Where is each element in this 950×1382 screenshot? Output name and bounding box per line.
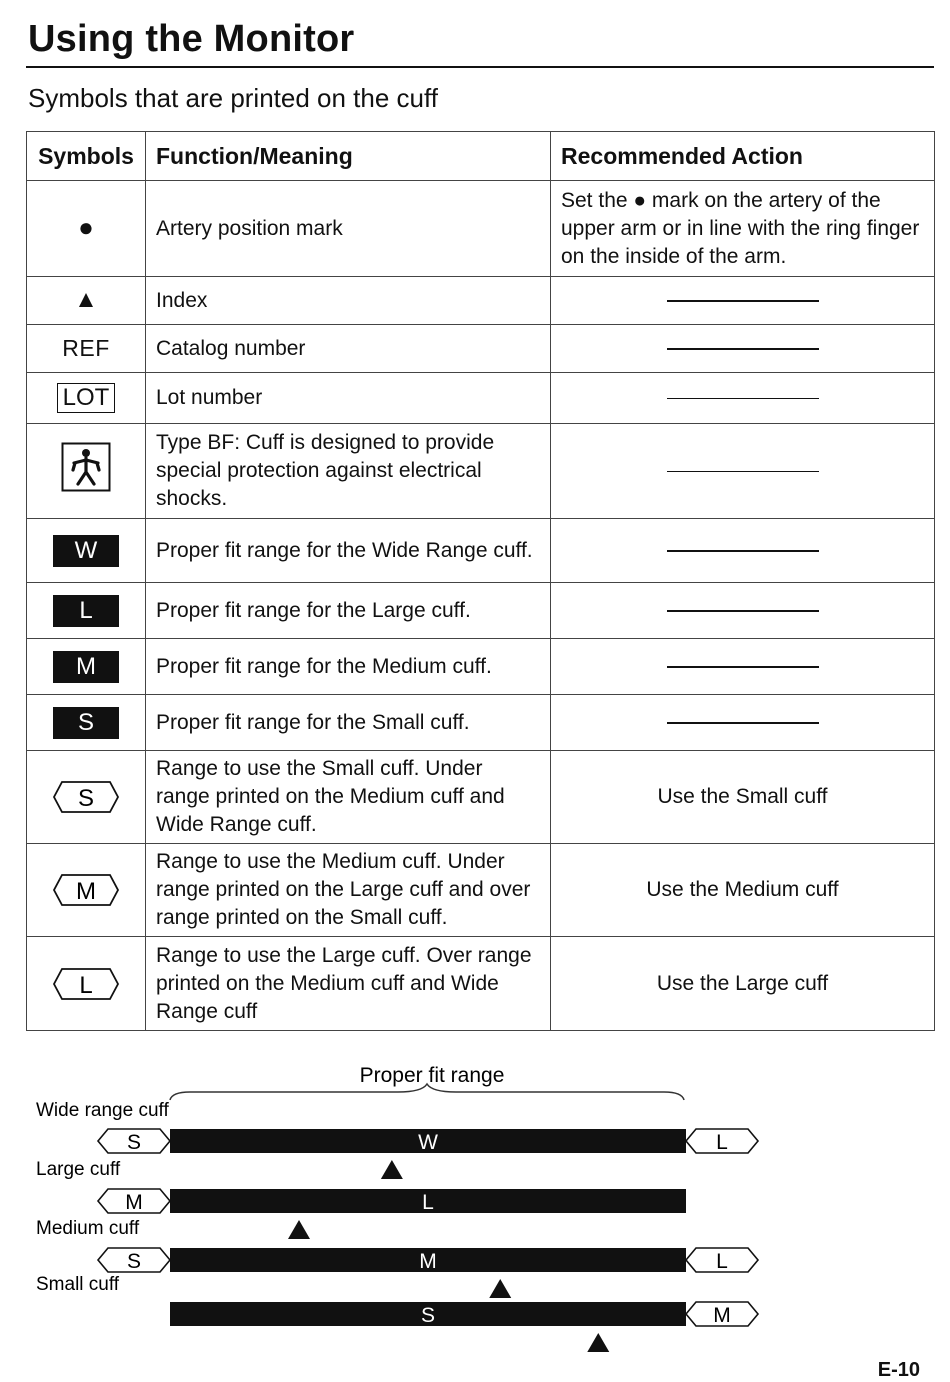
meaning-cell: Range to use the Small cuff. Under range printed on the Medium cuff and Wide Range cuff. bbox=[146, 751, 551, 844]
table-row bbox=[27, 583, 935, 639]
black-box-icon: M bbox=[53, 651, 119, 683]
table-row bbox=[27, 424, 935, 519]
filled-triangle-icon: ▲ bbox=[74, 286, 98, 313]
meaning-cell: Catalog number bbox=[146, 325, 551, 373]
empty-dash bbox=[667, 348, 819, 349]
filled-circle-icon: ● bbox=[78, 212, 94, 242]
cuff-name: Large cuff bbox=[36, 1159, 121, 1180]
empty-dash bbox=[667, 300, 819, 301]
table-header-row bbox=[27, 132, 935, 181]
index-triangle-icon bbox=[587, 1333, 609, 1352]
index-triangle-icon bbox=[489, 1279, 511, 1298]
black-box-icon: S bbox=[53, 707, 119, 739]
action-cell bbox=[551, 373, 935, 424]
table-row bbox=[27, 181, 935, 277]
symbol-cell bbox=[27, 751, 146, 844]
hexagon-icon bbox=[52, 873, 120, 907]
symbol-cell bbox=[27, 695, 146, 751]
page-title: Using the Monitor bbox=[28, 18, 355, 60]
symbol-cell bbox=[27, 277, 146, 325]
empty-dash bbox=[667, 398, 819, 399]
right-range-marker-label: L bbox=[716, 1131, 728, 1154]
index-triangle-icon bbox=[288, 1220, 310, 1239]
symbol-cell bbox=[27, 639, 146, 695]
action-cell bbox=[551, 695, 935, 751]
action-cell bbox=[551, 325, 935, 373]
table-row bbox=[27, 844, 935, 937]
action-cell: Use the Large cuff bbox=[551, 937, 935, 1031]
symbol-cell bbox=[27, 424, 146, 519]
fit-range-bar-label: M bbox=[419, 1250, 437, 1273]
action-cell: Set the ● mark on the artery of the upper arm or in line with the ring finger on the inside of the arm. bbox=[551, 181, 935, 277]
meaning-cell: Proper fit range for the Medium cuff. bbox=[146, 639, 551, 695]
cuff-name: Wide range cuff bbox=[36, 1100, 169, 1121]
action-cell: Use the Medium cuff bbox=[551, 844, 935, 937]
header-symbols: Symbols bbox=[27, 132, 146, 181]
header-function: Function/Meaning bbox=[146, 132, 551, 181]
table-row bbox=[27, 325, 935, 373]
symbol-cell bbox=[27, 937, 146, 1031]
meaning-cell: Lot number bbox=[146, 373, 551, 424]
table-row bbox=[27, 695, 935, 751]
cuff-fit-range-diagram bbox=[0, 1040, 950, 1382]
empty-dash bbox=[667, 722, 819, 723]
hexagon-icon bbox=[52, 780, 120, 814]
empty-dash bbox=[667, 610, 819, 611]
fit-range-bar-label: S bbox=[420, 1304, 436, 1327]
right-range-marker-label: L bbox=[716, 1250, 728, 1273]
empty-dash bbox=[667, 550, 819, 551]
table-row bbox=[27, 639, 935, 695]
meaning-cell: Artery position mark bbox=[146, 181, 551, 277]
meaning-cell: Range to use the Medium cuff. Under range printed on the Large cuff and over range printed on the Small cuff. bbox=[146, 844, 551, 937]
action-cell bbox=[551, 639, 935, 695]
hexagon-label: S bbox=[77, 785, 95, 812]
symbol-cell bbox=[27, 583, 146, 639]
empty-dash bbox=[667, 666, 819, 667]
meaning-cell: Proper fit range for the Small cuff. bbox=[146, 695, 551, 751]
cuff-rows bbox=[36, 1100, 758, 1352]
meaning-cell: Proper fit range for the Wide Range cuff. bbox=[146, 519, 551, 583]
ref-icon: REF bbox=[62, 334, 110, 361]
right-range-marker-label: M bbox=[713, 1304, 731, 1327]
action-cell bbox=[551, 519, 935, 583]
left-range-marker-label: M bbox=[125, 1191, 143, 1214]
symbol-cell bbox=[27, 373, 146, 424]
table-row bbox=[27, 751, 935, 844]
table-row bbox=[27, 277, 935, 325]
action-cell bbox=[551, 583, 935, 639]
table-row bbox=[27, 937, 935, 1031]
cuff-name: Medium cuff bbox=[36, 1218, 140, 1239]
meaning-cell: Range to use the Large cuff. Over range printed on the Medium cuff and Wide Range cuff bbox=[146, 937, 551, 1031]
empty-dash bbox=[667, 471, 819, 472]
black-box-icon: W bbox=[53, 535, 119, 567]
symbol-cell bbox=[27, 844, 146, 937]
action-cell bbox=[551, 424, 935, 519]
page-subtitle: Symbols that are printed on the cuff bbox=[28, 83, 438, 113]
cuff-name: Small cuff bbox=[36, 1274, 120, 1295]
hexagon-icon bbox=[52, 967, 120, 1001]
table-row bbox=[27, 519, 935, 583]
symbol-cell bbox=[27, 325, 146, 373]
meaning-cell: Type BF: Cuff is designed to provide special protection against electrical shocks. bbox=[146, 424, 551, 519]
black-box-icon: L bbox=[53, 595, 119, 627]
table-row bbox=[27, 373, 935, 424]
left-range-marker-label: S bbox=[126, 1131, 142, 1154]
header-action: Recommended Action bbox=[551, 132, 935, 181]
symbol-cell bbox=[27, 519, 146, 583]
page-number: E-10 bbox=[877, 1359, 920, 1381]
meaning-cell: Index bbox=[146, 277, 551, 325]
type-bf-icon bbox=[61, 442, 111, 492]
title-divider bbox=[26, 66, 934, 68]
hexagon-label: M bbox=[76, 878, 96, 905]
left-range-marker-label: S bbox=[126, 1250, 142, 1273]
fit-range-bar-label: W bbox=[418, 1131, 438, 1154]
lot-icon: LOT bbox=[57, 383, 116, 413]
fit-range-bar-label: L bbox=[422, 1191, 434, 1214]
symbols-table bbox=[26, 131, 935, 1031]
bracket-label: Proper fit range bbox=[359, 1064, 505, 1087]
symbol-cell bbox=[27, 181, 146, 277]
action-cell bbox=[551, 277, 935, 325]
index-triangle-icon bbox=[381, 1160, 403, 1179]
action-cell: Use the Small cuff bbox=[551, 751, 935, 844]
meaning-cell: Proper fit range for the Large cuff. bbox=[146, 583, 551, 639]
hexagon-label: L bbox=[79, 971, 93, 999]
